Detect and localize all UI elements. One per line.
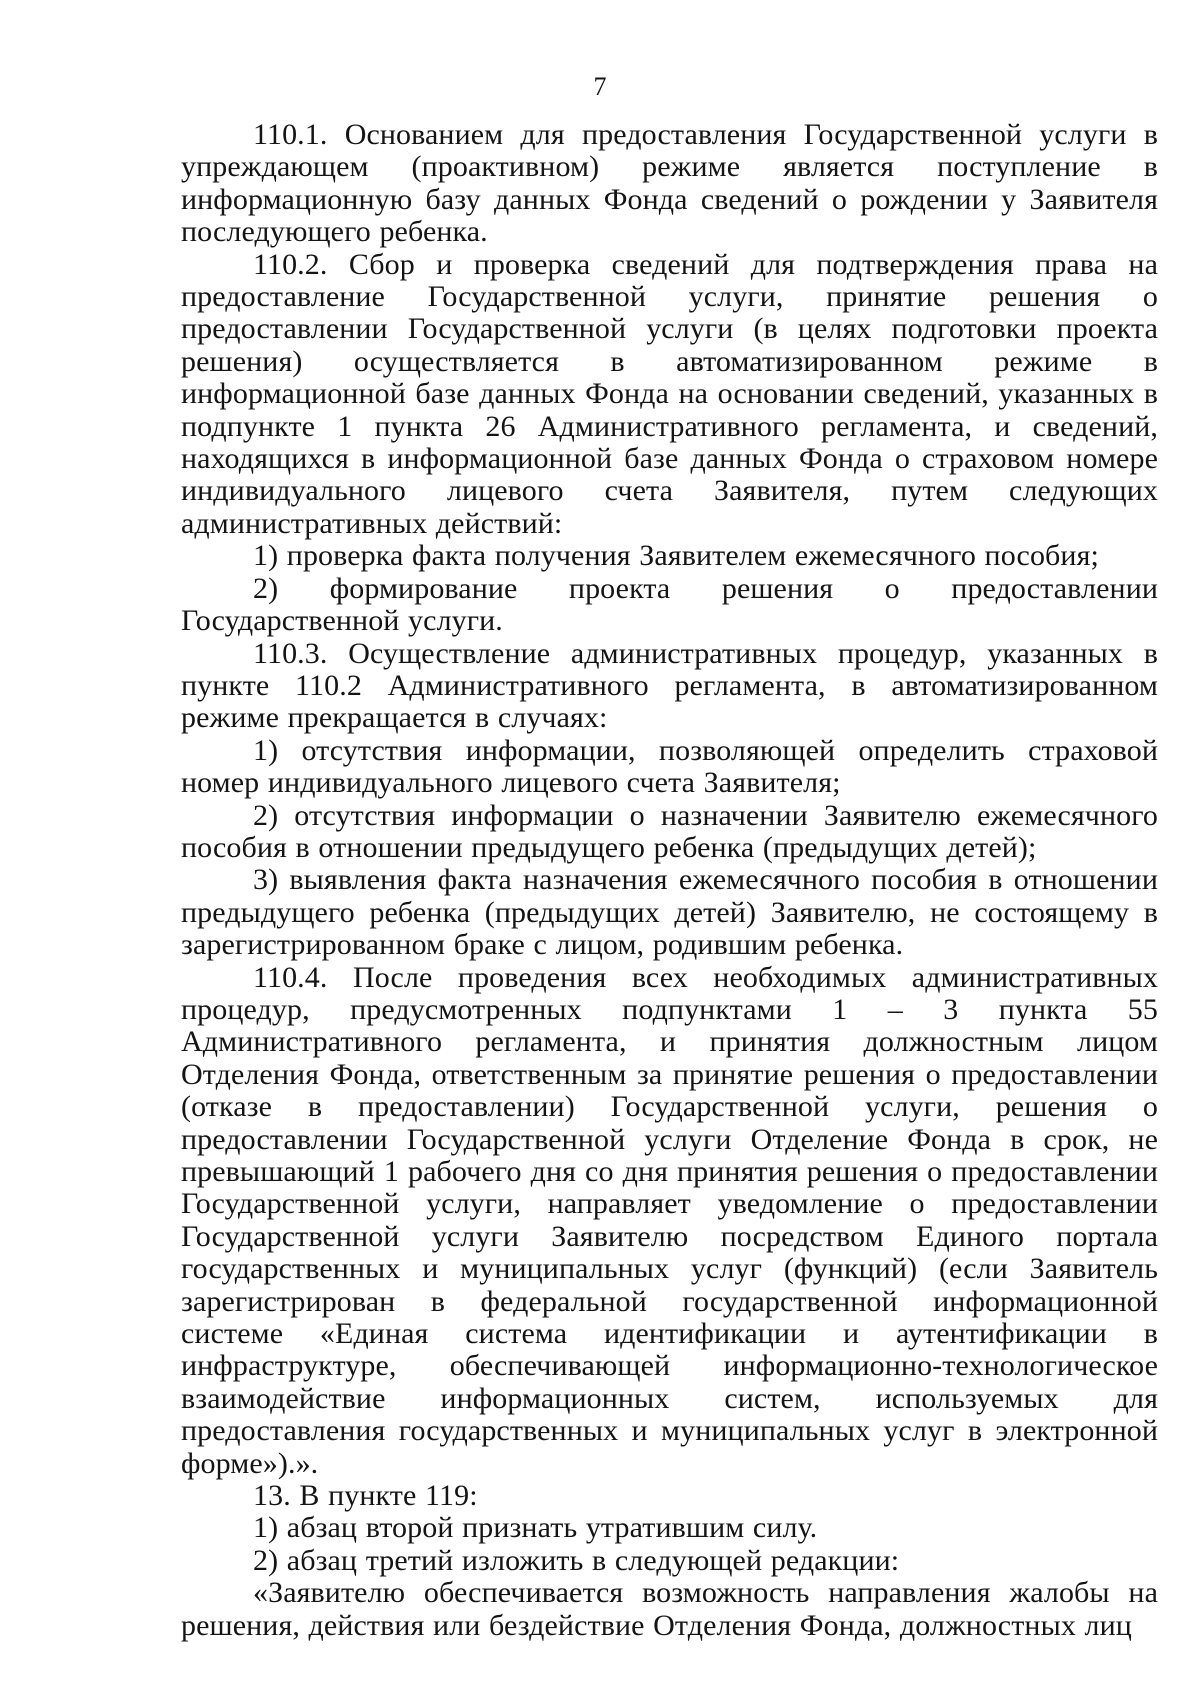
paragraph-110-3-item-1: 1) отсутствия информации, позволяющей определить страховой номер индивидуального лицевого счета Заявителя; xyxy=(181,733,1158,800)
paragraph-110-3: 110.3. Осуществление административных процедур, указанных в пункте 110.2 Административного регламента, в автоматизированном режиме прекращается в случаях: xyxy=(181,636,1158,735)
paragraph-13-item-1: 1) абзац второй признать утратившим силу. xyxy=(253,1511,818,1545)
paragraph-110-2-item-2: 2) формирование проекта решения о предоставлении Государственной услуги. xyxy=(181,571,1158,638)
paragraph-13-item-2: 2) абзац третий изложить в следующей редакции: xyxy=(253,1543,900,1577)
paragraph-13: 13. В пункте 119: xyxy=(253,1479,478,1513)
paragraph-110-2: 110.2. Сбор и проверка сведений для подтверждения права на предоставление Государственной услуги, принятие решения о предоставлении Государственной услуги (в целях подготовки проекта решения) осуществляется в автоматизированном режиме в информационной базе данных Фонда на основании сведений, указанных в подпункте 1 пункта 26 Административного регламента, и сведений, находящихся в информационной базе данных Фонда о страховом номере индивидуального лицевого счета Заявителя, путем следующих административных действий: xyxy=(181,247,1158,540)
paragraph-110-3-item-2: 2) отсутствия информации о назначении Заявителю ежемесячного пособия в отношении предыдущего ребенка (предыдущих детей); xyxy=(181,798,1158,864)
page-number: 7 xyxy=(593,72,607,101)
paragraph-110-4: 110.4. После проведения всех необходимых административных процедур, предусмотренных подпунктами 1 – 3 пункта 55 Административного регламента, и принятия должностным лицом Отделения Фонда, ответственным за принятие решения о предоставлении (отказе в предоставлении) Государственной услуги, решения о предоставлении Государственной услуги Отделение Фонда в срок, не превышающий 1 рабочего дня со дня принятия решения о предоставлении Государственной услуги, направляет уведомление о предоставлении Государственной услуги Заявителю посредством Единого портала государственных и муниципальных услуг (функций) (если Заявитель зарегистрирован в федеральной государственной информационной системе «Единая система идентификации и аутентификации в инфраструктуре, обеспечивающей информационно-технологическое взаимодействие информационных систем, используемых для предоставления государственных и муниципальных услуг в электронной форме»).». xyxy=(181,960,1158,1480)
document-body xyxy=(181,119,1158,1642)
paragraph-110-2-item-1: 1) проверка факта получения Заявителем ежемесячного пособия; xyxy=(253,539,1099,573)
paragraph-110-3-item-3: 3) выявления факта назначения ежемесячного пособия в отношении предыдущего ребенка (предыдущих детей) Заявителю, не состоящему в зарегистрированном браке с лицом, родившим ребенка. xyxy=(181,863,1158,962)
paragraph-110-1: 110.1. Основанием для предоставления Государственной услуги в упреждающем (проактивном) режиме является поступление в информационную базу данных Фонда сведений о рождении у Заявителя последующего ребенка. xyxy=(181,118,1158,249)
paragraph-quote: «Заявителю обеспечивается возможность направления жалобы на решения, действия или бездействие Отделения Фонда, должностных лиц xyxy=(181,1576,1158,1642)
